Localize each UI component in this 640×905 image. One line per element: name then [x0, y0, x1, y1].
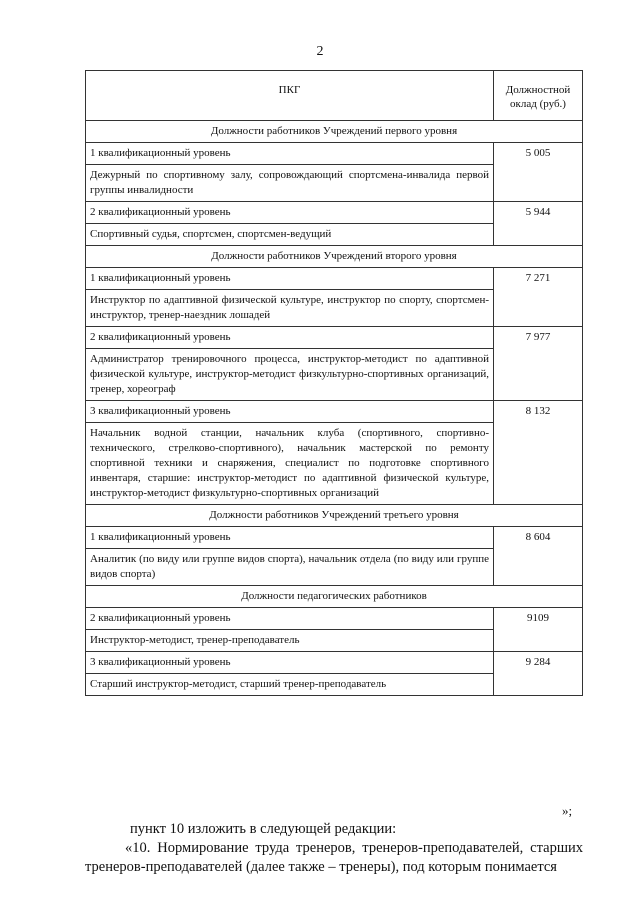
header-pkg: ПКГ — [86, 71, 494, 121]
positions-list: Инструктор-методист, тренер-преподаватель — [86, 630, 494, 652]
page-number: 2 — [316, 44, 324, 59]
section-title: Должности работников Учреждений третьего уровня — [86, 505, 583, 527]
qualification-level: 1 квалификационный уровень — [86, 268, 494, 290]
salary-amount: 9109 — [494, 608, 583, 652]
section-row — [86, 121, 583, 143]
header-salary: Должностной оклад (руб.) — [494, 71, 583, 121]
salary-amount: 9 284 — [494, 652, 583, 696]
positions-list: Администратор тренировочного процесса, инструктор-методист по адаптивной физической культуре, инструктор-методист физкультурно-спортивных организаций, тренер, хореограф — [86, 349, 494, 401]
table-row — [86, 143, 583, 165]
positions-list: Дежурный по спортивному залу, сопровождающий спортсмена-инвалида первой группы инвалидности — [86, 165, 494, 202]
paragraph-clause-10: «10. Нормирование труда тренеров, тренеров-преподавателей, старших тренеров-преподавателей (далее также – тренеры), под которым понимается — [85, 840, 583, 875]
table-row — [86, 401, 583, 423]
table-row — [86, 268, 583, 290]
salary-amount: 7 271 — [494, 268, 583, 327]
qualification-level: 1 квалификационный уровень — [86, 527, 494, 549]
paragraph-amendment-intro: пункт 10 изложить в следующей редакции: — [130, 821, 397, 837]
qualification-level: 1 квалификационный уровень — [86, 143, 494, 165]
section-row — [86, 246, 583, 268]
positions-list: Инструктор по адаптивной физической культуре, инструктор по спорту, спортсмен-инструктор, тренер-наездник лошадей — [86, 290, 494, 327]
salary-amount: 7 977 — [494, 327, 583, 401]
table-row — [86, 652, 583, 674]
table-row — [86, 202, 583, 224]
salary-amount: 5 944 — [494, 202, 583, 246]
positions-list: Спортивный судья, спортсмен, спортсмен-ведущий — [86, 224, 494, 246]
qualification-level: 3 квалификационный уровень — [86, 401, 494, 423]
section-title: Должности педагогических работников — [86, 586, 583, 608]
section-row — [86, 505, 583, 527]
salary-amount: 8 604 — [494, 527, 583, 586]
table-row — [86, 327, 583, 349]
section-row — [86, 586, 583, 608]
qualification-level: 3 квалификационный уровень — [86, 652, 494, 674]
table-body — [86, 121, 583, 696]
salary-amount: 5 005 — [494, 143, 583, 202]
table-header-row — [86, 71, 583, 121]
table-row — [86, 608, 583, 630]
qualification-level: 2 квалификационный уровень — [86, 608, 494, 630]
qualification-level: 2 квалификационный уровень — [86, 327, 494, 349]
positions-list: Начальник водной станции, начальник клуба (спортивного, спортивно-технического, стрелково-спортивного), начальник мастерской по ремонту спортивной техники и снаряжения, специалист по подготовке спортивного инвентаря, старшие: инструктор-методист по адаптивной физической культуре, инструктор-методист физкультурно-спортивных организаций — [86, 423, 494, 505]
salary-table — [85, 70, 583, 696]
positions-list: Старший инструктор-методист, старший тренер-преподаватель — [86, 674, 494, 696]
salary-amount: 8 132 — [494, 401, 583, 505]
section-title: Должности работников Учреждений первого уровня — [86, 121, 583, 143]
positions-list: Аналитик (по виду или группе видов спорта), начальник отдела (по виду или группе видов спорта) — [86, 549, 494, 586]
closing-quote: »; — [562, 803, 573, 818]
table-row — [86, 527, 583, 549]
qualification-level: 2 квалификационный уровень — [86, 202, 494, 224]
section-title: Должности работников Учреждений второго уровня — [86, 246, 583, 268]
